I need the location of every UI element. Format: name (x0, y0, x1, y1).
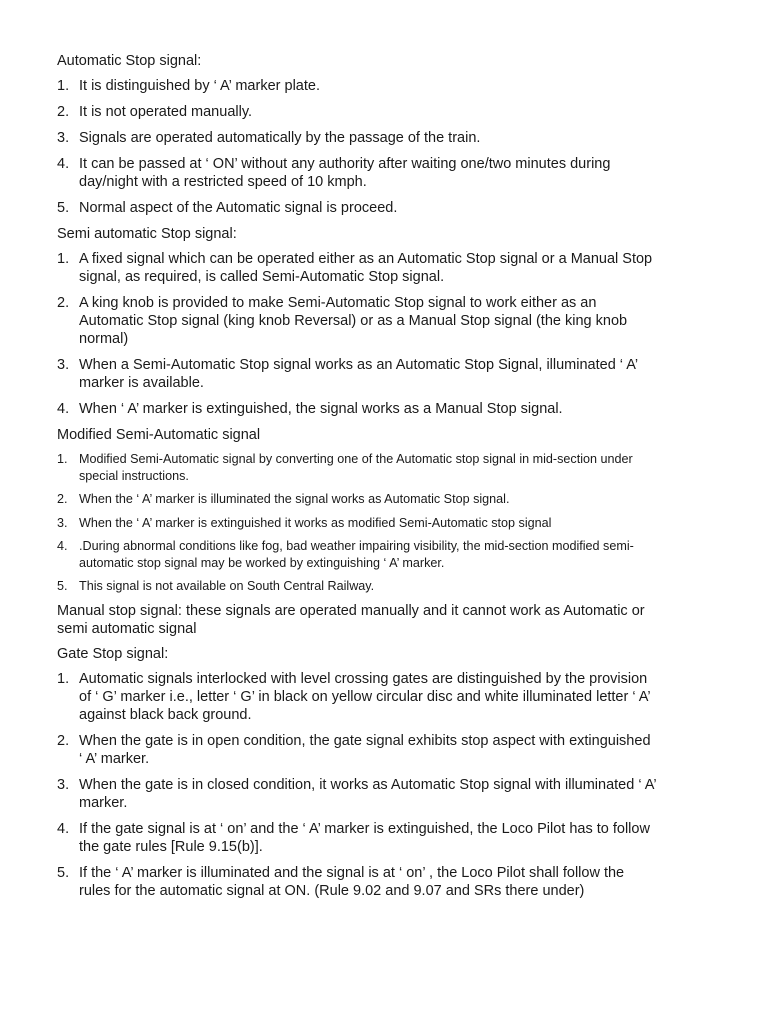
list-item: 5. This signal is not available on South Central Railway. (57, 579, 375, 593)
list-automatic-stop (57, 77, 657, 217)
manual-stop-signal-paragraph: Manual stop signal: these signals are operated manually and it cannot work as Automatic or semi automatic signal (57, 602, 645, 637)
list-item: 3. When the ‘ A’ marker is extinguished it works as modified Semi-Automatic stop signal (57, 515, 552, 530)
list-item: 1. It is distinguished by ‘ A’ marker plate. (57, 78, 320, 94)
section-heading-semi-automatic-stop: Semi automatic Stop signal: (57, 226, 237, 242)
list-item: 1. Automatic signals interlocked with level crossing gates are distinguished by the provision of ‘ G’ marker i.e., letter ‘ G’ in black on yellow circular disc and white illuminated letter ‘ A’ against black back ground. (57, 670, 651, 723)
list-modified-semi-automatic (57, 451, 657, 595)
list-item: 5. If the ‘ A’ marker is illuminated and the signal is at ‘ on’ , the Loco Pilot shall follow the rules for the automatic signal at ON. (Rule 9.02 and 9.07 and SRs there under) (57, 864, 625, 899)
list-semi-automatic-stop (57, 250, 657, 418)
list-gate-stop (57, 670, 657, 900)
list-item: 1. Modified Semi-Automatic signal by converting one of the Automatic stop signal in mid-section under special instructions. (57, 452, 633, 483)
list-item: 4. It can be passed at ‘ ON’ without any authority after waiting one/two minutes during day/night with a restricted speed of 10 kmph. (57, 156, 611, 190)
section-heading-modified-semi-automatic: Modified Semi-Automatic signal (57, 427, 261, 443)
list-item: 2. It is not operated manually. (57, 104, 253, 120)
list-item: 4. If the gate signal is at ‘ on’ and the ‘ A’ marker is extinguished, the Loco Pilot has to follow the gate rules [Rule 9.15(b)]. (57, 820, 650, 855)
list-item: 3. Signals are operated automatically by the passage of the train. (57, 130, 481, 146)
list-item: 4. .During abnormal conditions like fog, bad weather impairing visibility, the mid-section modified semi-automatic stop signal may be worked by extinguishing ‘ A’ marker. (57, 539, 634, 570)
list-item: 5. Normal aspect of the Automatic signal is proceed. (57, 200, 398, 216)
list-item: 4. When ‘ A’ marker is extinguished, the signal works as a Manual Stop signal. (57, 401, 563, 417)
list-item: 2. When the gate is in open condition, the gate signal exhibits stop aspect with extinguished ‘ A’ marker. (57, 732, 651, 767)
list-item: 3. When the gate is in closed condition, it works as Automatic Stop signal with illuminated ‘ A’ marker. (57, 776, 657, 811)
document-page (57, 52, 657, 908)
list-item: 1. A fixed signal which can be operated either as an Automatic Stop signal or a Manual Stop signal, as required, is called Semi-Automatic Stop signal. (57, 251, 653, 285)
list-item: 3. When a Semi-Automatic Stop signal works as an Automatic Stop Signal, illuminated ‘ A’ marker is available. (57, 357, 638, 391)
section-heading-automatic-stop: Automatic Stop signal: (57, 53, 202, 69)
section-heading-gate-stop: Gate Stop signal: (57, 645, 169, 662)
list-item: 2. When the ‘ A’ marker is illuminated the signal works as Automatic Stop signal. (57, 492, 510, 506)
list-item: 2. A king knob is provided to make Semi-Automatic Stop signal to work either as an Automatic Stop signal (king knob Reversal) or as a Manual Stop signal (the king knob normal) (57, 295, 628, 347)
